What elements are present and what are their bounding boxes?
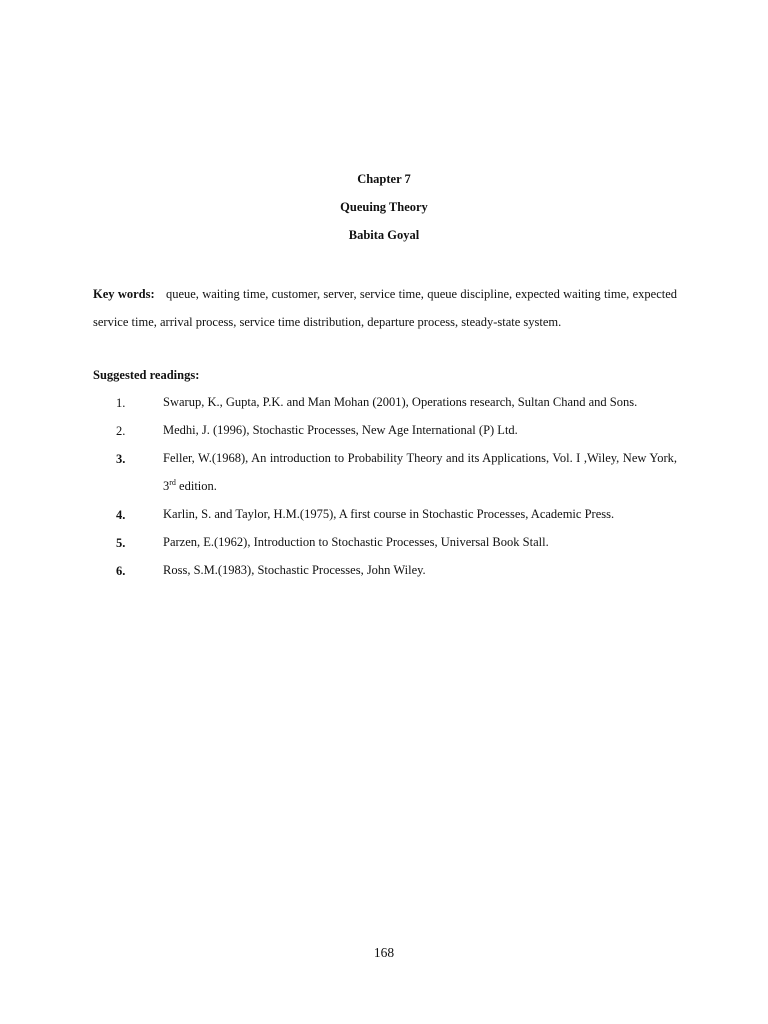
reference-number: 6. bbox=[116, 564, 126, 578]
edition-superscript: rd bbox=[169, 478, 176, 487]
reference-number: 3. bbox=[116, 452, 126, 466]
chapter-label: Chapter 7 bbox=[357, 172, 411, 186]
author-name: Babita Goyal bbox=[348, 228, 420, 242]
reference-text: Medhi, J. (1996), Stochastic Processes, New Age International (P) Ltd. bbox=[163, 423, 518, 437]
reference-number: 5. bbox=[116, 536, 126, 550]
keywords-label: Key words: bbox=[93, 287, 155, 301]
reference-text: Ross, S.M.(1983), Stochastic Processes, John Wiley. bbox=[163, 563, 426, 577]
chapter-title: Queuing Theory bbox=[340, 200, 428, 214]
reference-number: 2. bbox=[116, 424, 126, 438]
reference-number: 1. bbox=[116, 396, 126, 410]
suggested-readings-title: Suggested readings: bbox=[93, 368, 200, 382]
reference-text: Swarup, K., Gupta, P.K. and Man Mohan (2001), Operations research, Sultan Chand and Sons. bbox=[163, 395, 638, 409]
reference-number: 4. bbox=[116, 508, 126, 522]
reference-text: Parzen, E.(1962), Introduction to Stochastic Processes, Universal Book Stall. bbox=[163, 535, 549, 549]
reference-text: Karlin, S. and Taylor, H.M.(1975), A first course in Stochastic Processes, Academic Press. bbox=[163, 507, 615, 521]
reference-text-main: Feller, W.(1968), An introduction to Probability Theory and its Applications, Vol. I ,Wiley, New York, 3 bbox=[163, 451, 677, 493]
reference-text bbox=[163, 444, 677, 500]
keywords-paragraph bbox=[93, 280, 677, 336]
page-number: 168 bbox=[373, 945, 395, 960]
reference-text-end: edition. bbox=[175, 479, 217, 493]
keywords-text: queue, waiting time, customer, server, service time, queue discipline, expected waiting time, expected service time, arrival process, service time distribution, departure process, steady-state system. bbox=[93, 287, 678, 329]
